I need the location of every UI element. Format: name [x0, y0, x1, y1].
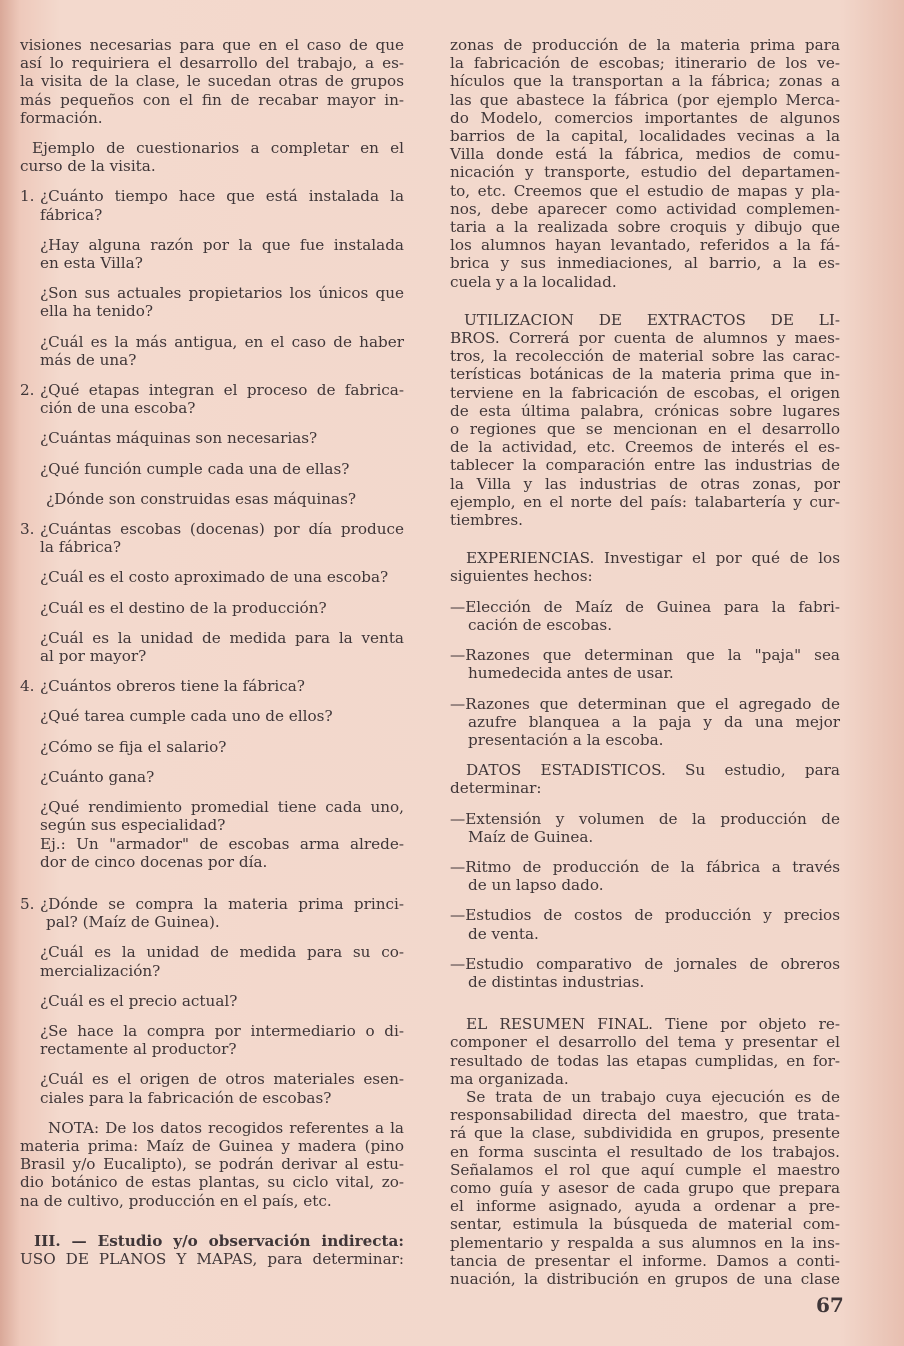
text-line: ¿Son sus actuales propietarios los únicos que [40, 284, 404, 303]
question-number: 2. [20, 381, 35, 400]
statistics-item [450, 955, 840, 991]
intro-paragraph [20, 36, 404, 127]
text-line: USO DE PLANOS Y MAPAS, para determinar: [20, 1249, 404, 1268]
statistics-item [450, 858, 840, 894]
question-number: 5. [20, 894, 35, 913]
text-line: humedecida antes de usar. [468, 664, 674, 683]
text-line: Brasil y/o Eucalipto), se podrán derivar al estu- [20, 1155, 404, 1174]
question-item [40, 381, 404, 417]
question-group-1 [20, 187, 404, 369]
text-line: Maíz de Guinea. [468, 827, 594, 846]
note-paragraph [20, 1119, 404, 1210]
text-line: ¿Cuál es el origen de otros materiales esen- [40, 1070, 404, 1089]
text-line: tros, la recolección de material sobre las carac- [450, 347, 840, 366]
question-item: ¿Cuál es el precio actual? [40, 991, 238, 1010]
text-line: más pequeños con el fin de recabar mayor in- [20, 90, 404, 109]
text-line: taria a la realizada sobre croquis y dibujo que [450, 218, 840, 237]
text-line: la fábrica? [40, 538, 121, 557]
question-item [40, 895, 404, 931]
text-line: —Estudio comparativo de jornales de obreros [450, 954, 840, 973]
text-line: rectamente al productor? [40, 1040, 237, 1059]
text-line: de distintas industrias. [468, 972, 645, 991]
question-item [40, 284, 404, 320]
question-group-4 [20, 677, 404, 871]
text-line: ¿Cuál es la unidad de medida para su co- [40, 943, 404, 962]
text-line: visiones necesarias para que en el caso de que [20, 36, 404, 54]
text-line: —Extensión y volumen de la producción de [450, 809, 840, 828]
text-line: la fabricación de escobas; itinerario de los ve- [450, 54, 840, 73]
maps-paragraph [450, 36, 840, 291]
section-heading [20, 1232, 404, 1268]
text-line: —Estudios de costos de producción y precios [450, 906, 840, 925]
text-line: BROS. Correrá por cuenta de alumnos y maes- [450, 329, 840, 348]
text-line: tancia de presentar el informe. Damos a conti- [450, 1251, 840, 1270]
text-line: de la actividad, etc. Creemos de interés el es- [450, 438, 840, 457]
text-line: DATOS ESTADISTICOS. Su estudio, para [466, 761, 840, 780]
text-line: Ej.: Un "armador" de escobas arma alrede- [40, 834, 404, 853]
question-item [40, 798, 404, 871]
text-line: Se trata de un trabajo cuya ejecución es de [466, 1087, 840, 1106]
text-line: —Elección de Maíz de Guinea para la fabri- [450, 597, 840, 616]
text-line: zonas de producción de la materia prima para [450, 36, 840, 54]
text-line: do Modelo, comercios importantes de algunos [450, 108, 840, 127]
text-line: cuela y a la localidad. [450, 272, 617, 291]
text-line: Villa donde está la fábrica, medios de comu- [450, 145, 840, 164]
page-number: 67 [816, 1293, 844, 1317]
question-item: ¿Cuántos obreros tiene la fábrica? [40, 677, 305, 696]
text-line: la visita de la clase, le sucedan otras de grupos [20, 72, 404, 91]
text-line: rá que la clase, subdividida en grupos, presente [450, 1124, 840, 1143]
text-line: ejemplo, en el norte del país: talabartería y cur- [450, 492, 840, 511]
text-line: resultado de todas las etapas cumplidas, en for- [450, 1051, 840, 1070]
statistics-item [450, 810, 840, 846]
text-line: fábrica? [40, 205, 103, 224]
text-line: ma organizada. [450, 1069, 569, 1088]
text-line: pal? (Maíz de Guinea). [46, 913, 220, 932]
text-line: na de cultivo, producción en el país, etc. [20, 1191, 332, 1210]
text-line: presentación a la escoba. [468, 730, 664, 749]
text-line: —Razones que determinan que el agregado de [450, 694, 840, 713]
text-line: NOTA: De los datos recogidos referentes a la [48, 1118, 404, 1137]
question-item [40, 187, 404, 223]
text-line: tablecer la comparación entre las industrias de [450, 456, 840, 475]
question-number: 4. [20, 677, 35, 696]
question-group-3 [20, 520, 404, 665]
question-item [40, 943, 404, 979]
final-paragraph [450, 1088, 840, 1288]
text-line: terísticas botánicas de la materia prima que in- [450, 365, 840, 384]
text-line: el informe asignado, ayuda a ordenar a pre- [450, 1197, 840, 1216]
text-line: ¿Cuál es la unidad de medida para la venta [40, 628, 404, 647]
text-line: —Razones que determinan que la "paja" sea [450, 646, 840, 665]
text-line: componer el desarrollo del tema y presentar el [450, 1033, 840, 1052]
text-line: azufre blanquea a la paja y da una mejor [468, 712, 840, 731]
text-line: nos, debe aparecer como actividad complemen- [450, 199, 840, 218]
experience-item [450, 598, 840, 634]
question-item [40, 333, 404, 369]
text-line: dio botánico de estas plantas, su ciclo vital, zo- [20, 1173, 404, 1192]
statistics-paragraph [450, 761, 840, 797]
statistics-item [450, 906, 840, 942]
text-line: ¿Se hace la compra por intermediario o di- [40, 1021, 404, 1040]
text-line: en forma suscinta el resultado de los trabajos. [450, 1142, 840, 1161]
text-line: UTILIZACION DE EXTRACTOS DE LI- [464, 310, 840, 329]
text-line: —Ritmo de producción de la fábrica a través [450, 857, 840, 876]
text-line: las que abastece la fábrica (por ejemplo Merca- [450, 90, 840, 109]
text-line: dor de cinco docenas por día. [40, 852, 268, 871]
question-item: ¿Cuál es el destino de la producción? [40, 598, 327, 617]
experience-item [450, 695, 840, 750]
text-line: sentar, estimula la búsqueda de material com- [450, 1215, 840, 1234]
section-title: III. — Estudio y/o observación indirecta: [34, 1231, 404, 1250]
text-line: terviene en la fabricación de escobas, el origen [450, 383, 840, 402]
text-line: tiembres. [450, 511, 523, 530]
question-item: ¿Cuánto gana? [40, 767, 155, 786]
text-line: ¿Cuántas escobas (docenas) por día produce [40, 520, 404, 539]
text-line: ¿Hay alguna razón por la que fue instalada [40, 235, 404, 254]
text-line: los alumnos hayan levantado, referidos a la fá- [450, 236, 840, 255]
text-line: nuación, la distribución en grupos de una clase [450, 1269, 840, 1288]
text-line: como guía y asesor de cada grupo que prepara [450, 1178, 840, 1197]
text-line: al por mayor? [40, 647, 147, 666]
text-line: materia prima: Maíz de Guinea y madera (pino [20, 1136, 404, 1155]
text-line: brica y sus inmediaciones, al barrio, a la es- [450, 254, 840, 273]
text-line: ¿Cuál es la más antigua, en el caso de haber [40, 332, 404, 351]
question-item [40, 236, 404, 272]
question-item: ¿Dónde son construidas esas máquinas? [46, 489, 357, 508]
text-line: según sus especialidad? [40, 816, 226, 835]
question-item: ¿Cuál es el costo aproximado de una escoba? [40, 568, 389, 587]
text-line: responsabilidad directa del maestro, que trata- [450, 1106, 840, 1125]
text-line: ¿Cuánto tiempo hace que está instalada la [40, 187, 404, 206]
text-line: de un lapso dado. [468, 876, 604, 895]
example-paragraph [20, 139, 404, 175]
text-line: curso de la visita. [20, 157, 156, 176]
experiences-paragraph [450, 549, 840, 585]
text-line: más de una? [40, 350, 137, 369]
text-line: barrios de la capital, localidades vecinas a la [450, 127, 840, 146]
text-line: Señalamos el rol que aquí cumple el maestro [450, 1160, 840, 1179]
extracts-paragraph [450, 311, 840, 529]
text-line: ciales para la fabricación de escobas? [40, 1088, 332, 1107]
question-group-2 [20, 381, 404, 508]
left-column [20, 36, 404, 1268]
question-item [40, 520, 404, 556]
text-line: ¿Qué rendimiento promedial tiene cada uno, [40, 798, 404, 817]
text-line: plementario y respalda a sus alumnos en la ins- [450, 1233, 840, 1252]
question-number: 3. [20, 520, 35, 539]
text-line: o regiones que se mencionan en el desarrollo [450, 420, 840, 439]
text-line: mercialización? [40, 961, 161, 980]
text-line: de venta. [468, 924, 539, 943]
text-line: EL RESUMEN FINAL. Tiene por objeto re- [466, 1015, 840, 1034]
experience-item [450, 646, 840, 682]
text-line: siguientes hechos: [450, 567, 593, 586]
text-line: EXPERIENCIAS. Investigar el por qué de los [466, 549, 840, 568]
question-item: ¿Cómo se fija el salario? [40, 737, 227, 756]
text-line: hículos que la transportan a la fábrica; zonas a [450, 72, 840, 91]
text-line: Ejemplo de cuestionarios a completar en el [32, 139, 404, 158]
text-line: cación de escobas. [468, 615, 613, 634]
question-item: ¿Cuántas máquinas son necesarias? [40, 429, 318, 448]
text-line: en esta Villa? [40, 254, 143, 273]
text-line: ción de una escoba? [40, 399, 196, 418]
question-item [40, 1022, 404, 1058]
question-item: ¿Qué función cumple cada una de ellas? [40, 459, 350, 478]
question-group-5 [20, 895, 404, 1107]
question-item [40, 629, 404, 665]
right-column [450, 36, 840, 1288]
summary-paragraph [450, 1015, 840, 1088]
text-line: así lo requiriera el desarrollo del trabajo, a es- [20, 54, 404, 73]
text-line: ¿Dónde se compra la materia prima princi- [40, 894, 404, 913]
text-line: to, etc. Creemos que el estudio de mapas y pla- [450, 181, 840, 200]
question-number: 1. [20, 187, 35, 206]
text-line: ¿Qué etapas integran el proceso de fabrica- [40, 381, 404, 400]
text-line: determinar: [450, 779, 542, 798]
text-line: formación. [20, 108, 103, 127]
text-line: la Villa y las industrias de otras zonas, por [450, 474, 840, 493]
text-line: nicación y transporte, estudio del departamen- [450, 163, 840, 182]
text-line: ella ha tenido? [40, 302, 153, 321]
question-item [40, 1070, 404, 1106]
text-line: de esta última palabra, crónicas sobre lugares [450, 401, 840, 420]
question-item: ¿Qué tarea cumple cada uno de ellos? [40, 707, 333, 726]
